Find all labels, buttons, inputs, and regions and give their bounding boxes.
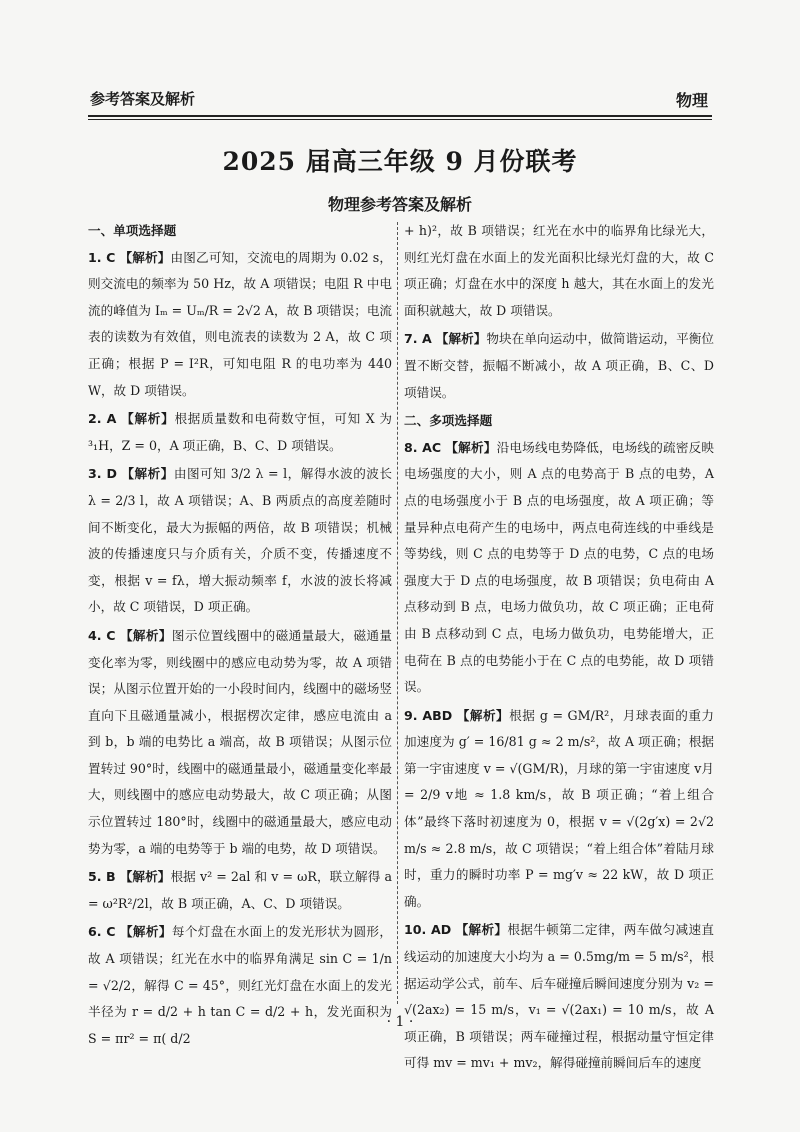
analysis-tag: 【解析】 xyxy=(455,922,508,938)
question-4 xyxy=(88,623,392,862)
question-text: 根据质量数和电荷数守恒，可知 X 为 ³₁H，Z = 0，A 项正确，B、C、D 项错误。 xyxy=(88,411,392,453)
column-divider xyxy=(397,222,398,1004)
analysis-tag: 【解析】 xyxy=(119,249,171,265)
question-number: 8. AC xyxy=(404,439,442,455)
question-number: 5. B xyxy=(88,869,116,885)
section-heading: 一、单项选择题 xyxy=(88,223,177,238)
right-column xyxy=(404,218,714,1079)
question-number: 1. C xyxy=(88,249,116,265)
question-number: 6. C xyxy=(88,924,116,940)
question-7 xyxy=(404,326,714,406)
question-1 xyxy=(88,245,392,405)
question-number: 10. AD xyxy=(404,922,452,938)
question-8 xyxy=(404,435,714,701)
analysis-tag: 【解析】 xyxy=(121,411,175,427)
question-6-continued xyxy=(404,218,714,324)
analysis-tag: 【解析】 xyxy=(119,627,172,643)
question-text: 由图可知 3/2 λ = l，解得水波的波长 λ = 2/3 l，故 A 项错误；A、B 两质点的高度差随时间不断变化，最大为振幅的两倍，故 B 项错误；机械波的传播速度只与介质有关，介质不变，传播速度不变，根据 v = fλ，增大振动频率 f，水波的波长将减小，故 C 项错误，D 项正确。 xyxy=(88,466,392,615)
analysis-tag: 【解析】 xyxy=(119,924,172,940)
analysis-tag: 【解析】 xyxy=(445,439,497,455)
question-number: 7. A xyxy=(404,331,432,347)
question-text: 根据牛顿第二定律，两车做匀减速直线运动的加速度大小均为 a = 0.5mg/m = 5 m/s²，根据运动学公式，前车、后车碰撞后瞬间速度分别为 v₂ = √(2ax₂) = 15 m/s，v₁ = √(2ax₁) = 10 m/s，故 A 项正确，B 项错误；两车碰撞过程，根据动量守恒定律可得 mv = mv₁ + mv₂，解得碰撞前瞬间后车的速度 xyxy=(404,922,715,1071)
question-text: 沿电场线电势降低，电场线的疏密反映电场强度的大小，则 A 点的电势高于 B 点的电势，A 点的电场强度小于 B 点的电场强度，故 A 项正确；等量异种点电荷产生的电场中，两点电荷连线的中垂线是等势线，则 C 点的电势等于 D 点的电势，C 点的电场强度大于 D 点的电场强度，故 B 项错误；负电荷由 A 点移动到 B 点，电场力做负功，故 C 项正确；正电荷由 B 点移动到 C 点，电场力做负功，电势能增大，正电荷在 B 点的电势能小于在 C 点的电势能，故 D 项错误。 xyxy=(404,439,715,695)
header-subject: 物理 xyxy=(675,91,708,110)
header-left: 参考答案及解析 xyxy=(90,90,196,108)
analysis-tag: 【解析】 xyxy=(456,707,510,723)
page-title: 2025 届高三年级 9 月份联考 xyxy=(222,147,578,176)
question-number: 9. ABD xyxy=(404,707,453,723)
header-rule-thin xyxy=(88,119,712,120)
header-rule xyxy=(88,115,712,117)
question-text: 由图乙可知，交流电的周期为 0.02 s，则交流电的频率为 50 Hz，故 A 项错误；电阻 R 中电流的峰值为 Iₘ = Uₘ/R = 2√2 A，故 B 项错误；电流表的读数为有效值，则电流表的读数为 2 A，故 C 项正确；根据 P = I²R，可知电阻 R 的电功率为 440 W，故 D 项错误。 xyxy=(88,249,393,398)
question-text: + h)²，故 B 项错误；红光在水中的临界角比绿光大，则红光灯盘在水面上的发光面积比绿光灯盘的大，故 C 项正确；灯盘在水中的深度 h 越大，其在水面上的发光面积就越大，故 D 项错误。 xyxy=(404,223,714,318)
question-number: 4. C xyxy=(88,627,116,643)
question-text: 图示位置线圈中的磁通量最大，磁通量变化率为零，则线圈中的感应电动势为零，故 A 项错误；从图示位置开始的一小段时间内，线圈中的磁场竖直向下且磁通量减小，根据楞次定律，感应电流由 a 到 b，b 端的电势比 a 端高，故 B 项错误；从图示位置转过 90°时，线圈中的磁通量最小，磁通量变化率最大，则线圈中的感应电动势最大，故 C 项正确；从图示位置转过 180°时，线圈中的磁通量最大，感应电动势为零，a 端的电势等于 b 端的电势，故 D 项错误。 xyxy=(88,627,392,856)
question-text: 每个灯盘在水面上的发光形状为圆形，故 A 项错误；红光在水中的临界角满足 sin C = 1/n = √2/2，解得 C = 45°，则红光灯盘在水面上的发光半径为 r = d/2 + h tan C = d/2 + h，发光面积为 S = πr² = π( d/2 xyxy=(88,924,392,1046)
page-subtitle: 物理参考答案及解析 xyxy=(327,195,472,214)
question-6 xyxy=(88,919,392,1052)
question-text: 物块在单向运动中，做简谐运动，平衡位置不断交替，振幅不断减小，故 A 项正确，B、C、D 项错误。 xyxy=(404,331,714,400)
question-text: 根据 v² = 2al 和 v = ωR，联立解得 a = ω²R²/2l，故 B 项正确，A、C、D 项错误。 xyxy=(88,869,393,911)
question-5 xyxy=(88,864,392,917)
question-number: 3. D xyxy=(88,466,117,482)
left-column xyxy=(88,218,392,1054)
section-heading: 二、多项选择题 xyxy=(404,413,493,429)
analysis-tag: 【解析】 xyxy=(119,869,171,885)
question-9 xyxy=(404,703,714,916)
analysis-tag: 【解析】 xyxy=(121,466,174,482)
question-10 xyxy=(404,917,714,1077)
page-number: · 1 · xyxy=(386,1014,414,1030)
question-number: 2. A xyxy=(88,411,117,427)
question-text: 根据 g = GM/R²，月球表面的重力加速度为 g′ = 16/81 g ≈ 2 m/s²，故 A 项正确；根据第一宇宙速度 v = √(GM/R)，月球的第一宇宙速度 v月 = 2/9 v地 ≈ 1.8 km/s，故 B 项正确；“着上组合体”最终下落时初速度为 0，根据 v = √(2g′x) = 2√2 m/s ≈ 2.8 m/s，故 C 项错误；“着上组合体”着陆月球时，重力的瞬时功率 P = mg′v ≈ 22 kW，故 D 项正确。 xyxy=(404,707,715,909)
analysis-tag: 【解析】 xyxy=(435,331,487,347)
question-2 xyxy=(88,406,392,459)
question-3 xyxy=(88,461,392,621)
